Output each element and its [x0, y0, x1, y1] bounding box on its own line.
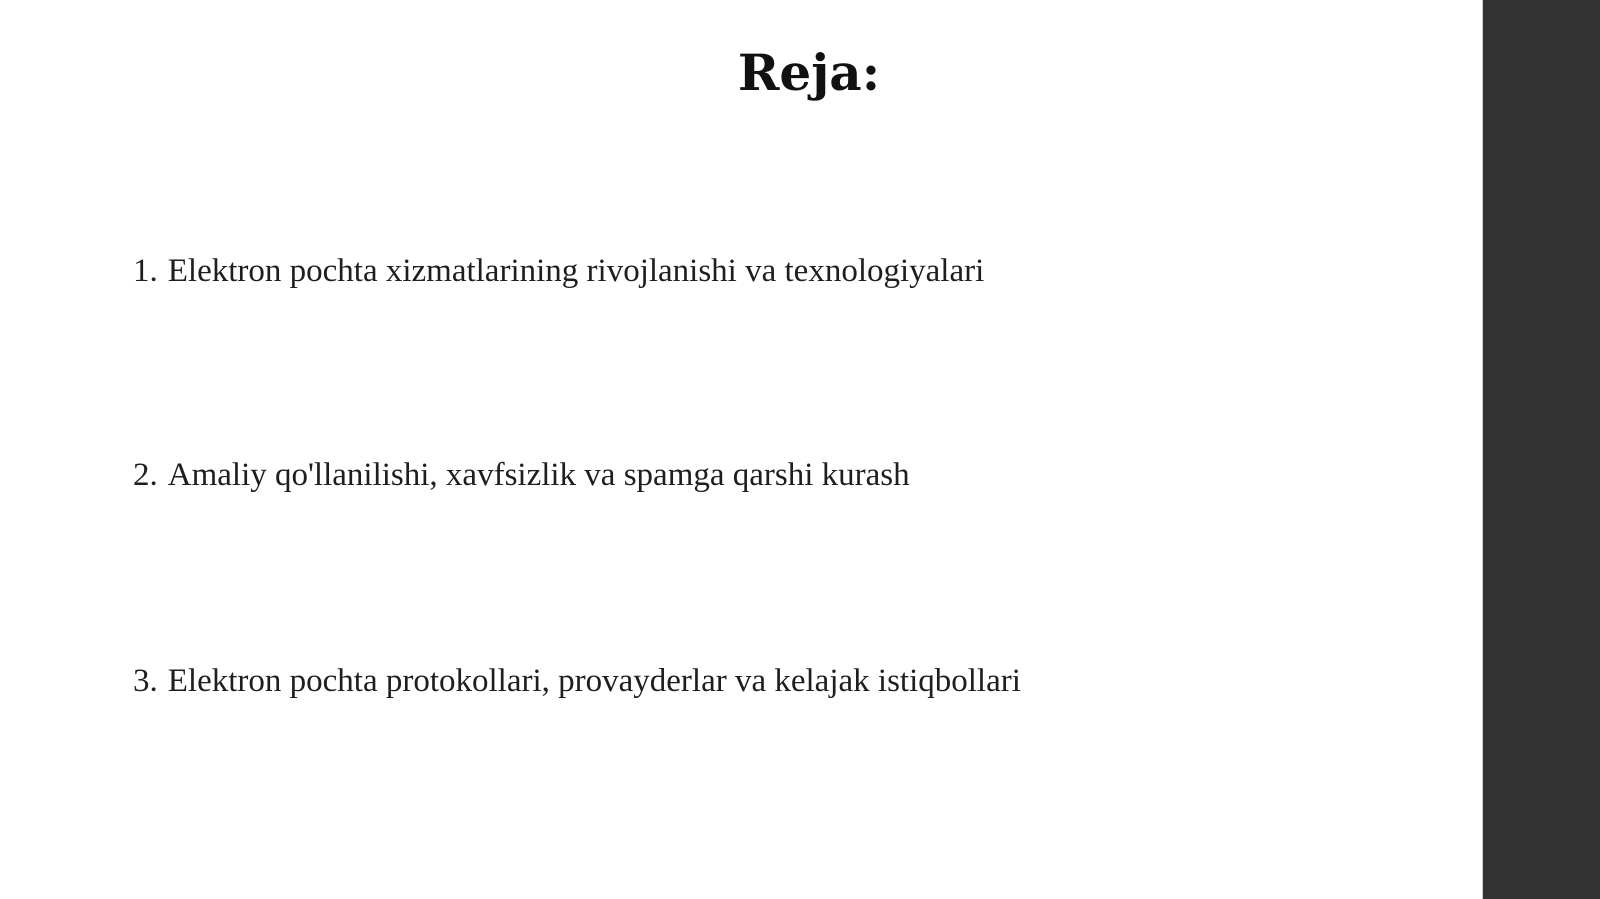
- plan-item-text: Amaliy qo'llanilishi, xavfsizlik va spamga qarshi kurash: [167, 457, 910, 493]
- plan-item-2: [133, 455, 910, 495]
- plan-item-number: 3.: [133, 663, 158, 699]
- plan-item-number: 1.: [133, 253, 158, 289]
- slide-title: Reja:: [737, 43, 881, 102]
- plan-item-1: [133, 251, 984, 291]
- plan-item-number: 2.: [133, 457, 158, 493]
- side-panel: [1482, 0, 1600, 899]
- plan-item-text: Elektron pochta xizmatlarining rivojlanishi va texnologiyalari: [167, 253, 985, 289]
- plan-item-text: Elektron pochta protokollari, provayderlar va kelajak istiqbollari: [167, 663, 1021, 699]
- plan-item-3: [133, 661, 1021, 701]
